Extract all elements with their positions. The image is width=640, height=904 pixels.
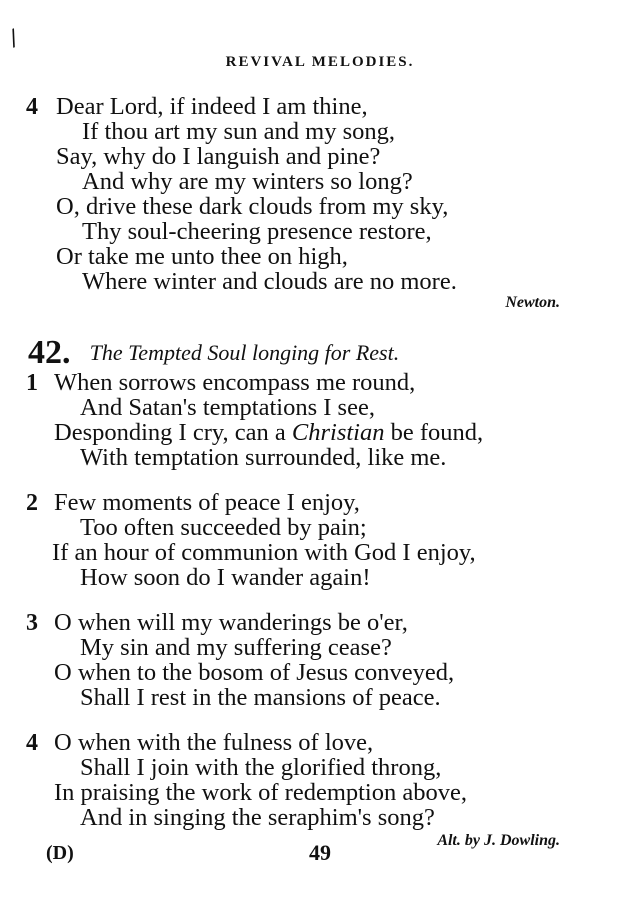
verse-line: In praising the work of redemption above, [54,779,467,806]
verse-line: O when with the fulness of love, [54,729,374,756]
verse-line: O, drive these dark clouds from my sky, [56,193,449,220]
verse-line: Or take me unto thee on high, [56,243,348,270]
verse-line: Too often succeeded by pain; [80,514,367,541]
verse-line: Where winter and clouds are no more. [82,268,457,295]
verse-line: Thy soul-cheering presence restore, [82,218,432,245]
verse-line: When sorrows encompass me round, [54,369,416,396]
author-attribution: Newton. [505,294,560,311]
verse-line: With temptation surrounded, like me. [80,444,447,471]
verse-line: O when will my wanderings be o'er, [54,609,408,636]
verse-number: 4 [26,94,38,120]
verse-line [54,420,483,446]
verse-line: O when to the bosom of Jesus conveyed, [54,659,455,686]
running-head: REVIVAL MELODIES. [225,54,415,70]
verse-number: 3 [26,610,38,636]
verse-line: And in singing the seraphim's song? [80,804,435,831]
verse-line: And Satan's temptations I see, [80,394,375,421]
corner-mark: / [5,25,22,52]
hymn-header [28,334,399,372]
verse-line: How soon do I wander again! [80,564,371,591]
verse-line: If an hour of communion with God I enjoy, [52,539,476,566]
hymn-number: 42. [28,334,71,371]
hymn-title: The Tempted Soul longing for Rest. [89,340,400,365]
verse-line: And why are my winters so long? [82,168,413,195]
verse-number: 4 [26,730,38,756]
italic-word: Christian [291,419,385,446]
verse-number: 1 [26,370,38,396]
page-number: 49 [309,840,331,865]
verse-line: Shall I rest in the mansions of peace. [80,684,441,711]
author-attribution: Alt. by J. Dowling. [437,832,560,849]
verse-line: If thou art my sun and my song, [82,118,396,145]
verse-line-text: be found, [384,419,484,446]
verse-number: 2 [26,490,38,516]
verse-line: Dear Lord, if indeed I am thine, [56,93,368,120]
verse-line: Shall I join with the glorified throng, [80,754,442,781]
verse-line: Few moments of peace I enjoy, [54,489,360,516]
verse-line: Say, why do I languish and pine? [56,143,381,170]
signature-mark: (D) [46,842,74,864]
verse-line-text: Desponding I cry, can a [54,419,292,446]
verse-line: My sin and my suffering cease? [80,634,392,661]
